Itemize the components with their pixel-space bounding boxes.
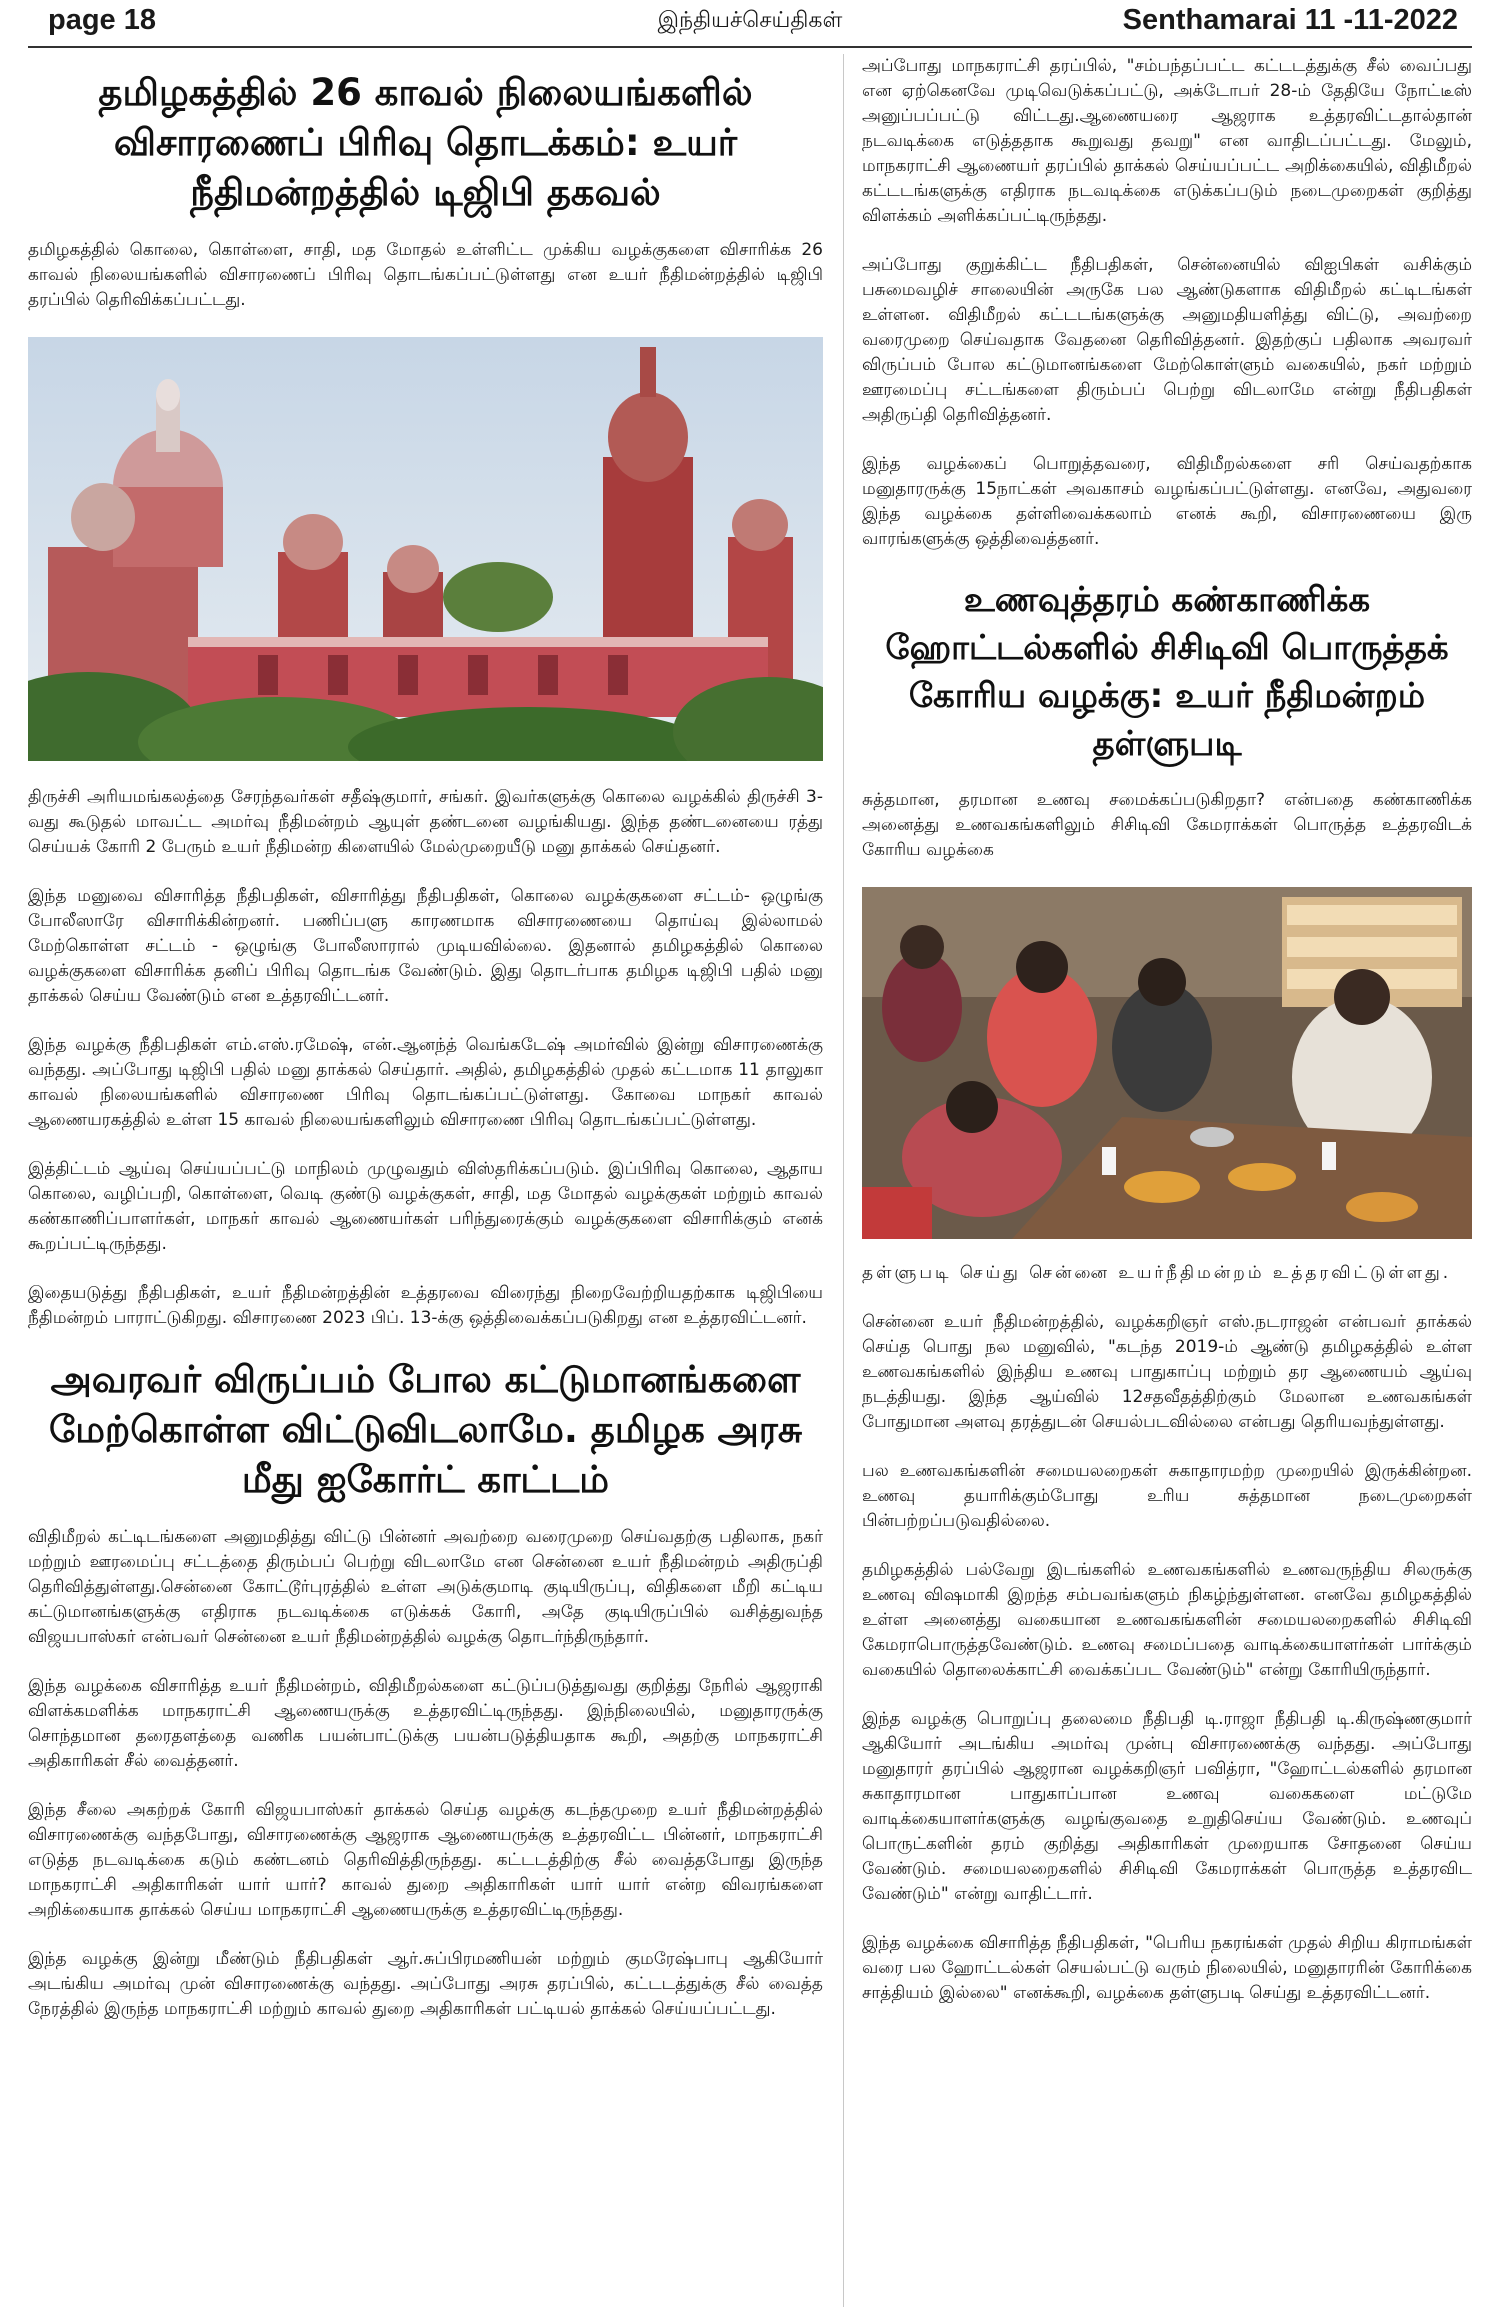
article-3-paragraph: தமிழகத்தில் பல்வேறு இடங்களில் உணவகங்களில் உணவருந்திய சிலருக்கு உணவு விஷமாகி இறந்த சம்பவங்களும் நிகழ்ந்துள்ளன. எனவே தமிழகத்தில் உள்ள அனைத்து வகையான உணவகங்களின் சமையலறைகளில் சிசிடிவி கேமராபொருத்தவேண்டும். உணவு சமைப்பதை வாடிக்கையாளர்கள் பார்க்கும் வகையில் தொலைக்காட்சி வைக்கப்பட வேண்டும்" என்று கோரியிருந்தார். xyxy=(862,1560,1472,1680)
section-title: இந்தியச்செய்திகள் xyxy=(657,8,843,33)
article-2-continued-paragraph: இந்த வழக்கைப் பொறுத்தவரை, விதிமீறல்களை சரி செய்வதற்காக மனுதாரருக்கு 15நாட்கள் அவகாசம் வழங்கப்பட்டுள்ளது. எனவே, அதுவரை இந்த வழக்கை தள்ளிவைக்கலாம் எனக் கூறி, விசாரணையை இரு வாரங்களுக்கு ஒத்திவைத்தனர். xyxy=(862,454,1472,549)
article-3-paragraph: இந்த வழக்கை விசாரித்த நீதிபதிகள், "பெரிய நகரங்கள் முதல் சிறிய கிராமங்கள் வரை பல ஹோட்டல்கள் செயல்பட்டு வரும் நிலையில், மனுதாரரின் கோரிக்கை சாத்தியம் இல்லை" எனக்கூறி, வழக்கை தள்ளுபடி செய்து உத்தரவிட்டனர். xyxy=(862,1933,1472,2003)
article-1-headline: தமிழகத்தில் 26 காவல் நிலையங்களில் விசாரணைப் பிரிவு தொடக்கம்: உயர் நீதிமன்றத்தில் டிஜிபி தகவல் xyxy=(98,71,753,214)
article-1-paragraph: இதையடுத்து நீதிபதிகள், உயர் நீதிமன்றத்தின் உத்தரவை விரைந்து நிறைவேற்றியதற்காக டிஜிபியை நீதிமன்றம் பாராட்டுகிறது. விசாரணை 2023 பிப். 13-க்கு ஒத்திவைக்கப்படுகிறது என உத்தரவிட்டனர். xyxy=(28,1283,823,1328)
article-2-paragraph: விதிமீறல் கட்டிடங்களை அனுமதித்து விட்டு பின்னர் அவற்றை வரைமுறை செய்வதற்கு பதிலாக, நகர் மற்றும் ஊரமைப்பு சட்டத்தை திரும்பப் பெற்று விடலாமே என சென்னை உயர் நீதிமன்றம் அதிருப்தி தெரிவித்துள்ளது.சென்னை கோட்டூர்புரத்தில் உள்ள அடுக்குமாடி குடியிருப்பு, விதிகளை மீறி கட்டிய கட்டுமானங்களுக்கு எதிராக நடவடிக்கை எடுக்கக் கோரி, அதே குடியிருப்பில் வசித்துவந்த விஜயபாஸ்கர் என்பவர் சென்னை உயர் நீதிமன்றத்தில் வழக்கு தொடர்ந்திருந்தார். xyxy=(28,1527,823,1647)
article-3-paragraph: தள்ளுபடி செய்து சென்னை உயர்நீதிமன்றம் உத்தரவிட்டுள்ளது. xyxy=(862,1263,1452,1283)
article-1-paragraph: திருச்சி அரியமங்கலத்தை சேரந்தவர்கள் சதீஷ்குமார், சங்கர். இவர்களுக்கு கொலை வழக்கில் திருச்சி 3-வது கூடுதல் மாவட்ட அமர்வு நீதிமன்றம் ஆயுள் தண்டனை வழங்கியது. இந்த தண்டனையை ரத்து செய்யக் கோரி 2 பேரும் உயர் நீதிமன்ற கிளையில் மேல்முறையீடு மனு தாக்கல் செய்தனர். xyxy=(28,787,823,857)
high-court-building-photo xyxy=(28,337,823,761)
masthead-date: Senthamarai 11 -11-2022 xyxy=(1122,4,1458,36)
article-1-lead: தமிழகத்தில் கொலை, கொள்ளை, சாதி, மத மோதல் உள்ளிட்ட முக்கிய வழக்குகளை விசாரிக்க 26 காவல் நிலையங்களில் விசாரணைப் பிரிவு தொடங்கப்பட்டுள்ளது என உயர் நீதிமன்றத்தில் டிஜிபி தரப்பில் தெரிவிக்கப்பட்டது. xyxy=(28,240,823,310)
article-2-paragraph: இந்த சீலை அகற்றக் கோரி விஜயபாஸ்கர் தாக்கல் செய்த வழக்கு கடந்தமுறை உயர் நீதிமன்றத்தில் விசாரணைக்கு வந்தபோது, விசாரணைக்கு ஆஜராக ஆணையருக்கு உத்தரவிட்ட பின்னர், மாநகராட்சி எடுத்த நடவடிக்கை கடும் கண்டனம் தெரிவித்திருந்தது. கட்டடத்திற்கு சீல் வைத்தபோது இருந்த மாநகராட்சி அதிகாரிகள் யார் யார்? காவல் துறை அதிகாரிகள் யார் யார் என்ற விவரங்களை அறிக்கையாக தாக்கல் செய்ய மாநகராட்சி ஆணையருக்கு உத்தரவிட்டிருந்தது. xyxy=(28,1800,823,1920)
article-2-headline: அவரவர் விருப்பம் போல கட்டுமானங்களை மேற்கொள்ள விட்டுவிடலாமே. தமிழக அரசு மீது ஐகோர்ட் காட்டம் xyxy=(48,1358,803,1501)
article-3-paragraph: சென்னை உயர் நீதிமன்றத்தில், வழக்கறிஞர் எஸ்.நடராஜன் என்பவர் தாக்கல் செய்த பொது நல மனுவில், "கடந்த 2019-ம் ஆண்டு தமிழகத்தில் உள்ள உணவகங்களில் இந்திய உணவு பாதுகாப்பு மற்றும் தர ஆணையம் ஆய்வு நடத்தியது. இந்த ஆய்வில் 12சதவீதத்திற்கும் மேலான உணவகங்கள் போதுமான அளவு தரத்துடன் செயல்படவில்லை என்பது தெரியவந்துள்ளது. xyxy=(862,1312,1472,1432)
article-2-continued-paragraph: அப்போது மாநகராட்சி தரப்பில், "சம்பந்தப்பட்ட கட்டடத்துக்கு சீல் வைப்பது என ஏற்கெனவே முடிவெடுக்கப்பட்டு, அக்டோபர் 28-ம் தேதியே நோட்டீஸ் அனுப்பப்பட்டு விட்டது.ஆணையரை ஆஜராக உத்தரவிட்டதால்தான் நடவடிக்கை எடுத்ததாக கூறுவது தவறு" என வாதிடப்பட்டது. மேலும், மாநகராட்சி ஆணையர் தரப்பில் தாக்கல் செய்யப்பட்ட அறிக்கையில், விதிமீறல் கட்டடங்களுக்கு எதிராக நடவடிக்கை எடுக்கப்படும் நடைமுறைகள் குறித்து விளக்கம் அளிக்கப்பட்டிருந்தது. xyxy=(862,56,1472,226)
article-2-paragraph: இந்த வழக்கு இன்று மீண்டும் நீதிபதிகள் ஆர்.சுப்பிரமணியன் மற்றும் குமரேஷ்பாபு ஆகியோர் அடங்கிய அமர்வு முன் விசாரணைக்கு வந்தது. அப்போது அரசு தரப்பில், கட்டடத்துக்கு சீல் வைத்த நேரத்தில் இருந்த மாநகராட்சி மற்றும் காவல் துறை அதிகாரிகள் பட்டியல் தாக்கல் செய்யப்பட்டது. xyxy=(28,1949,823,2019)
article-2-paragraph: இந்த வழக்கை விசாரித்த உயர் நீதிமன்றம், விதிமீறல்களை கட்டுப்படுத்துவது குறித்து நேரில் ஆஜராகி விளக்கமளிக்க மாநகராட்சி ஆணையருக்கு உத்தரவிட்டிருந்தது. இந்நிலையில், மனுதாரருக்கு சொந்தமான தரைதளத்தை வணிக பயன்பாட்டுக்கு பயன்படுத்தியதாக கூறி, அதற்கு மாநகராட்சி அதிகாரிகள் சீல் வைத்தனர். xyxy=(28,1676,823,1771)
right-column xyxy=(862,54,1472,2030)
page-number: page 18 xyxy=(48,4,156,36)
restaurant-diners-photo xyxy=(862,887,1472,1239)
article-3-paragraph: இந்த வழக்கு பொறுப்பு தலைமை நீதிபதி டி.ராஜா நீதிபதி டி.கிருஷ்ணகுமார் ஆகியோர் அடங்கிய அமர்வு முன்பு விசாரணைக்கு வந்தது. அப்போது மனுதாரர் தரப்பில் ஆஜரான வழக்கறிஞர் பவித்ரா, "ஹோட்டல்களில் தரமான சுகாதாரமான பாதுகாப்பான உணவு வகைகளை மட்டுமே வாடிக்கையாளர்களுக்கு வழங்குவதை உறுதிசெய்ய வேண்டும். உணவுப் பொருட்களின் தரம் குறித்து அதிகாரிகள் முறையாக சோதனை செய்ய வேண்டும். சமையலறைகளில் சிசிடிவி கேமராக்கள் பொருத்த உத்தரவிட வேண்டும்" என்று வாதிட்டார். xyxy=(862,1709,1472,1904)
article-3-headline: உணவுத்தரம் கண்காணிக்க ஹோட்டல்களில் சிசிடிவி பொருத்தக் கோரிய வழக்கு: உயர் நீதிமன்றம் தள்ளுபடி xyxy=(885,580,1449,764)
article-1-paragraph: இந்த மனுவை விசாரித்த நீதிபதிகள், விசாரித்து நீதிபதிகள், கொலை வழக்குகளை சட்டம்- ஒழுங்கு போலீஸாரே விசாரிக்கின்றனர். பணிப்பளு காரணமாக விசாரணையை தொய்வு இல்லாமல் மேற்கொள்ள சட்டம் - ஒழுங்கு போலீஸாரால் முடியவில்லை. இதனால் தமிழகத்தில் கொலை வழக்குகளை விசாரிக்க தனிப் பிரிவு தொடங்க வேண்டும். இது தொடர்பாக தமிழக டிஜிபி பதில் மனு தாக்கல் செய்ய வேண்டும் என உத்தரவிட்டனர். xyxy=(28,886,823,1006)
article-3-paragraph: பல உணவகங்களின் சமையலறைகள் சுகாதாரமற்ற முறையில் இருக்கின்றன. உணவு தயாரிக்கும்போது உரிய சுத்தமான நடைமுறைகள் பின்பற்றப்படுவதில்லை. xyxy=(862,1461,1472,1531)
article-2-continued-paragraph: அப்போது குறுக்கிட்ட நீதிபதிகள், சென்னையில் விஐபிகள் வசிக்கும் பசுமைவழிச் சாலையின் அருகே பல ஆண்டுகளாக விதிமீறல் கட்டிடங்கள் உள்ளன. விதிமீறல் கட்டடங்களுக்கு அனுமதியளித்து விட்டு, அவற்றை வரைமுறை செய்வதாக வேதனை தெரிவித்தனர். இதற்குப் பதிலாக அவரவர் விருப்பம் போல கட்டுமானங்களை மேற்கொள்ளும் வகையில், நகர் மற்றும் ஊரமைப்பு சட்டங்களை திரும்பப் பெற்று விடலாமே என்று நீதிபதிகள் அதிருப்தி தெரிவித்தனர். xyxy=(862,255,1472,425)
article-3-lead: சுத்தமான, தரமான உணவு சமைக்கப்படுகிறதா? என்பதை கண்காணிக்க அனைத்து உணவகங்களிலும் சிசிடிவி கேமராக்கள் பொருத்த உத்தரவிடக் கோரிய வழக்கை xyxy=(862,790,1472,860)
page-header xyxy=(28,0,1472,48)
article-1-paragraph: இத்திட்டம் ஆய்வு செய்யப்பட்டு மாநிலம் முழுவதும் விஸ்தரிக்கப்படும். இப்பிரிவு கொலை, ஆதாய கொலை, வழிப்பறி, கொள்ளை, வெடி குண்டு வழக்குகள், சாதி, மத மோதல் வழக்குகள் மற்றும் காவல் கண்காணிப்பாளர்கள், மாநகர் காவல் ஆணையர்கள் பரிந்துரைக்கும் வழக்குகளை விசாரிக்கும் எனக் கூறப்பட்டிருந்தது. xyxy=(28,1159,823,1254)
left-column xyxy=(28,54,823,2046)
article-1-paragraph: இந்த வழக்கு நீதிபதிகள் எம்.எஸ்.ரமேஷ், என்.ஆனந்த் வெங்கடேஷ் அமர்வில் இன்று விசாரணைக்கு வந்தது. அப்போது டிஜிபி பதில் மனு தாக்கல் செய்தார். அதில், தமிழகத்தில் முதல் கட்டமாக 11 தாலுகா காவல் நிலையங்களில் விசாரணை பிரிவு தொடங்கப்பட்டுள்ளது. கோவை மாநகர் காவல் ஆணையரகத்தில் உள்ள 15 காவல் நிலையங்களிலும் விசாரணை பிரிவு தொடங்கப்பட்டுள்ளது. xyxy=(28,1035,823,1130)
column-divider xyxy=(843,54,844,2307)
